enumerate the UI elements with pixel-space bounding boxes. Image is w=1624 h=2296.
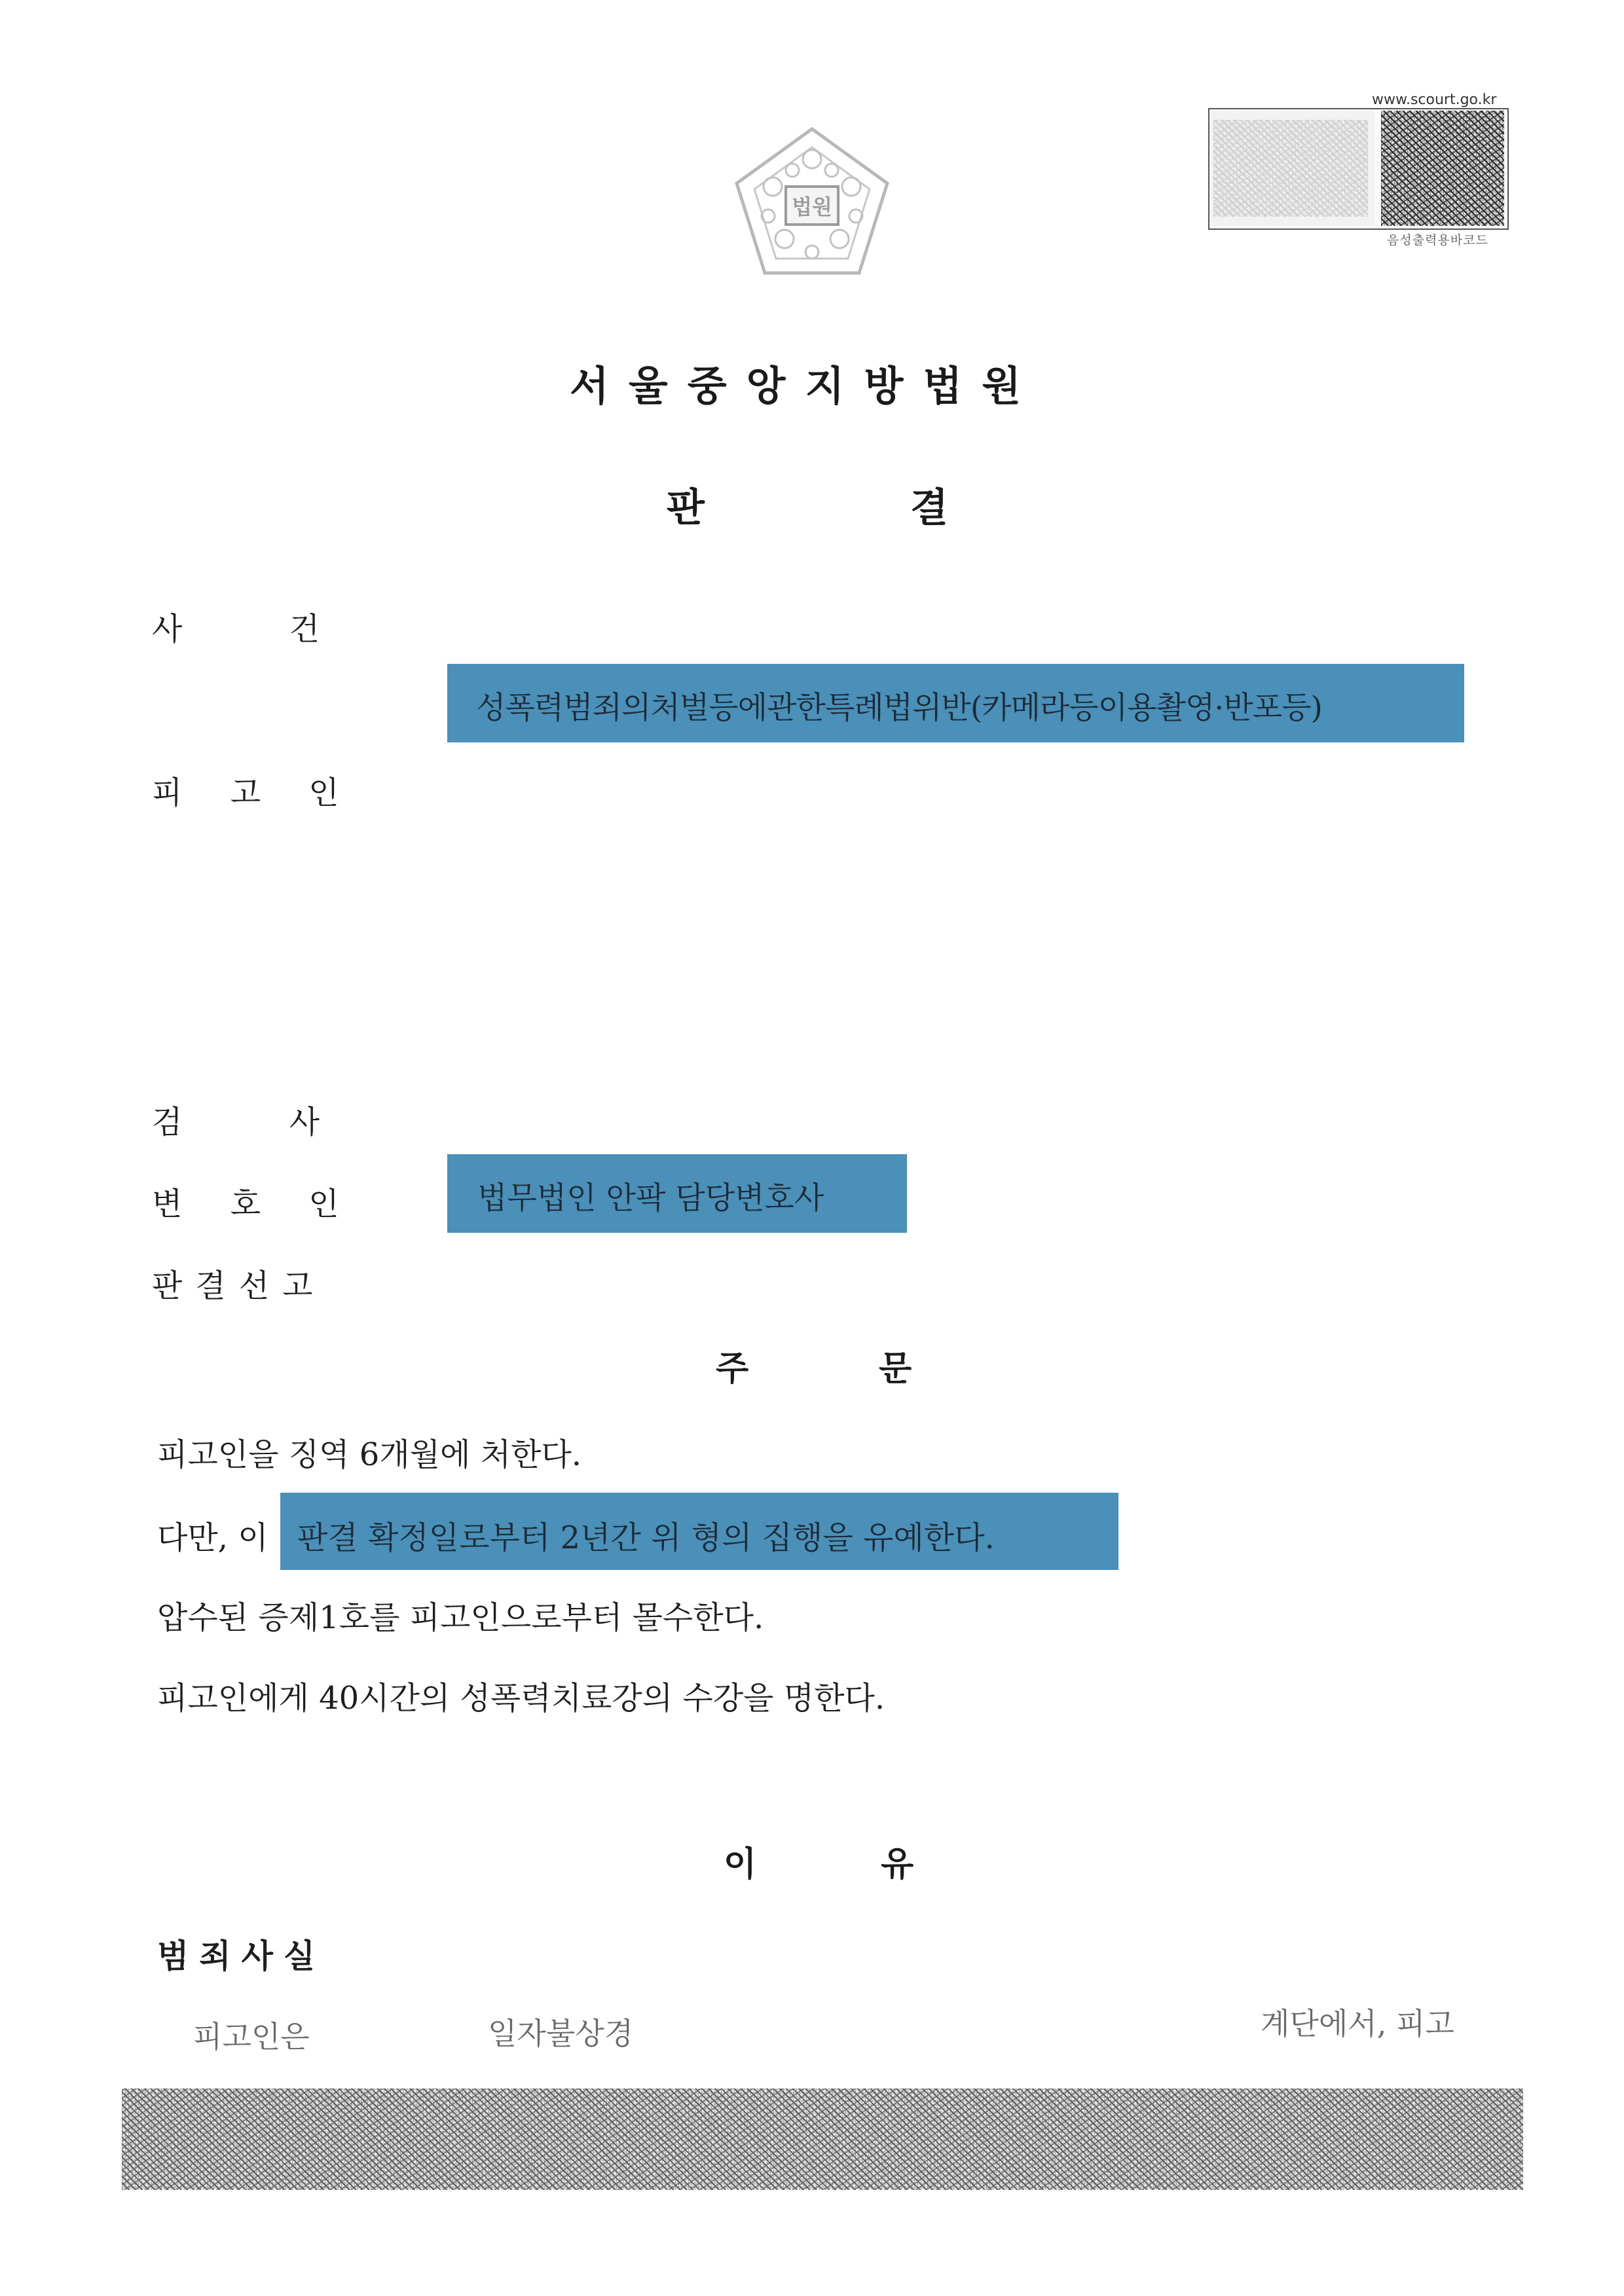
counsel-value-highlight xyxy=(447,1154,907,1233)
case-value: 성폭력범죄의처벌등에관한특례법위반(카메라등이용촬영·반포등) xyxy=(476,690,1322,726)
crime-facts-part-1: 피고인은 xyxy=(193,2019,310,2054)
title-right: 결 xyxy=(910,485,948,531)
order-heading-right: 문 xyxy=(879,1349,912,1389)
counsel-label: 변 호 인 xyxy=(152,1186,339,1222)
crime-facts-part-3: 계단에서, 피고 xyxy=(1261,2006,1454,2041)
order-line-3: 압수된 증제1호를 피고인으로부터 몰수한다. xyxy=(157,1599,764,1636)
counsel-value: 법무법인 안팍 담당변호사 xyxy=(477,1180,824,1216)
title-left: 판 xyxy=(667,485,705,531)
order-line-2-prefix: 다만, 이 xyxy=(157,1520,268,1556)
case-label: 사 건 xyxy=(152,611,320,647)
order-line-1: 피고인을 징역 6개월에 처한다. xyxy=(157,1436,581,1473)
sentence-date-label: 판결선고 xyxy=(152,1267,326,1304)
qr-code-icon xyxy=(1381,111,1504,226)
crime-facts-heading: 범죄사실 xyxy=(157,1937,326,1975)
case-value-highlight xyxy=(447,664,1464,742)
order-heading-left: 주 xyxy=(716,1349,749,1389)
court-emblem xyxy=(727,121,897,285)
order-line-2-highlight: 판결 확정일로부터 2년간 위 형의 집행을 유예한다. xyxy=(297,1520,995,1556)
redacted-text-area xyxy=(1211,111,1375,226)
crime-facts-part-2: 일자불상경 xyxy=(488,2016,634,2051)
order-line-2-highlight-box xyxy=(280,1493,1118,1570)
barcode-block xyxy=(1208,108,1509,230)
reason-heading-right: 유 xyxy=(881,1845,914,1884)
court-name: 서울중앙지방법원 xyxy=(570,362,1041,410)
emblem-text: 법원 xyxy=(792,194,832,219)
barcode-caption: 음성출력용바코드 xyxy=(1387,233,1488,247)
redaction-noise-strip xyxy=(122,2088,1523,2190)
barcode-url: www.scourt.go.kr xyxy=(1372,92,1497,108)
defendant-label: 피 고 인 xyxy=(152,774,339,811)
prosecutor-label: 검 사 xyxy=(152,1104,320,1140)
order-line-4: 피고인에게 40시간의 성폭력치료강의 수강을 명한다. xyxy=(157,1680,885,1717)
reason-heading-left: 이 xyxy=(724,1845,757,1884)
